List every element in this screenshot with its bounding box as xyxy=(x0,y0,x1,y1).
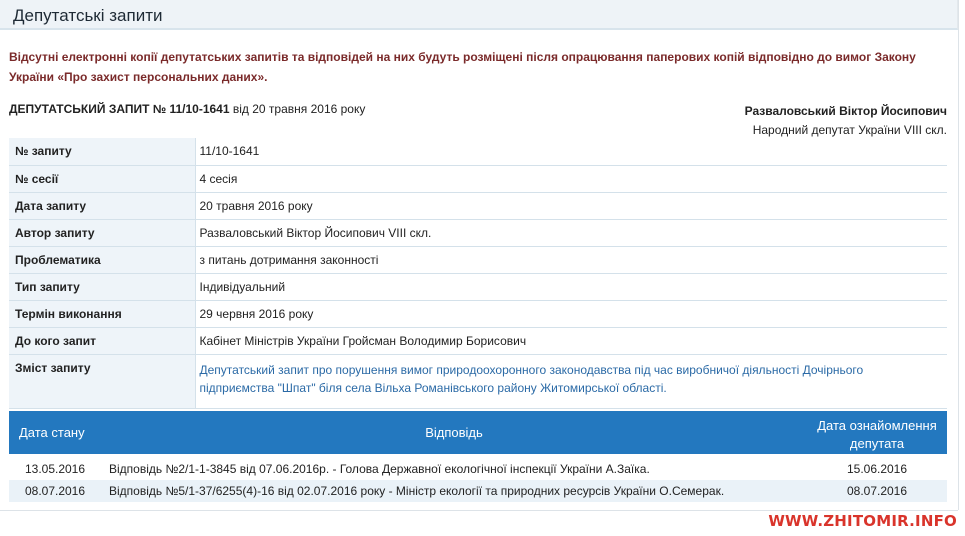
detail-label: До кого запит xyxy=(9,327,195,354)
answer-date: 13.05.2016 xyxy=(24,462,86,476)
answers-header-row xyxy=(9,411,947,454)
column-header-date: Дата стану xyxy=(9,411,101,454)
detail-value: Індивідуальний xyxy=(195,273,947,300)
author-box xyxy=(745,102,947,140)
detail-row-content xyxy=(9,354,947,408)
detail-value: Кабінет Міністрів України Гройсман Володимир Борисович xyxy=(195,327,947,354)
page-header xyxy=(0,0,958,30)
request-date-text: від 20 травня 2016 року xyxy=(229,102,366,116)
detail-row-deadline xyxy=(9,300,947,327)
detail-row-number xyxy=(9,138,947,165)
detail-value: 4 сесія xyxy=(195,165,947,192)
request-number: ДЕПУТАТСЬКИЙ ЗАПИТ № 11/10-1641 xyxy=(9,102,230,116)
detail-label: Зміст запиту xyxy=(9,354,195,408)
request-title xyxy=(9,102,365,116)
detail-row-date xyxy=(9,192,947,219)
watermark: WWW.ZHITOMIR.INFO xyxy=(768,512,957,530)
table-row xyxy=(9,480,947,502)
author-name: Разваловський Віктор Йосипович xyxy=(744,104,947,118)
detail-row-session xyxy=(9,165,947,192)
detail-label: Дата запиту xyxy=(9,192,195,219)
request-content-link[interactable]: Депутатський запит про порушення вимог природоохоронного законодавства під час виробничої діяльності Дочірнього підприємства "Шпат" біля села Вільха Романівського району Житомирської області. xyxy=(199,362,864,395)
detail-value: Разваловський Віктор Йосипович VIII скл. xyxy=(195,219,947,246)
detail-label: Тип запиту xyxy=(9,273,195,300)
answers-table xyxy=(9,411,947,502)
answer-text: Відповідь №5/1-37/6255(4)-16 від 02.07.2016 року - Міністр екології та природних ресурсів України О.Семерак. xyxy=(101,480,807,502)
detail-row-recipient xyxy=(9,327,947,354)
detail-value: 20 травня 2016 року xyxy=(195,192,947,219)
footer-divider xyxy=(0,510,958,511)
column-header-ack-date: Дата ознайомлення депутата xyxy=(807,411,947,454)
content-border xyxy=(958,0,959,510)
detail-label: № сесії xyxy=(9,165,195,192)
detail-label: Термін виконання xyxy=(9,300,195,327)
answer-date: 08.07.2016 xyxy=(9,480,101,502)
detail-row-type xyxy=(9,273,947,300)
detail-value: 29 червня 2016 року xyxy=(195,300,947,327)
answer-text: Відповідь №2/1-1-3845 від 07.06.2016р. - Голова Державної екологічної інспекції України А.Заїка. xyxy=(109,462,650,476)
detail-label: Проблематика xyxy=(9,246,195,273)
detail-row-author xyxy=(9,219,947,246)
answer-ack-date: 15.06.2016 xyxy=(846,462,908,476)
detail-label: Автор запиту xyxy=(9,219,195,246)
table-row xyxy=(9,458,947,480)
detail-value: з питань дотримання законності xyxy=(195,246,947,273)
column-header-response: Відповідь xyxy=(101,411,807,454)
detail-value xyxy=(195,354,947,408)
request-details-table xyxy=(9,138,947,409)
detail-label: № запиту xyxy=(9,138,195,165)
privacy-notice: Відсутні електронні копії депутатських запитів та відповідей на них будуть розміщені після опрацювання паперових копій відповідно до вимог Закону України «Про захист персональних даних». xyxy=(9,50,916,84)
author-role: Народний депутат України VIII скл. xyxy=(752,123,947,137)
page-title: Депутатські запити xyxy=(13,6,163,25)
detail-value: 11/10-1641 xyxy=(195,138,947,165)
answer-ack-date: 08.07.2016 xyxy=(807,480,947,502)
detail-row-topic xyxy=(9,246,947,273)
